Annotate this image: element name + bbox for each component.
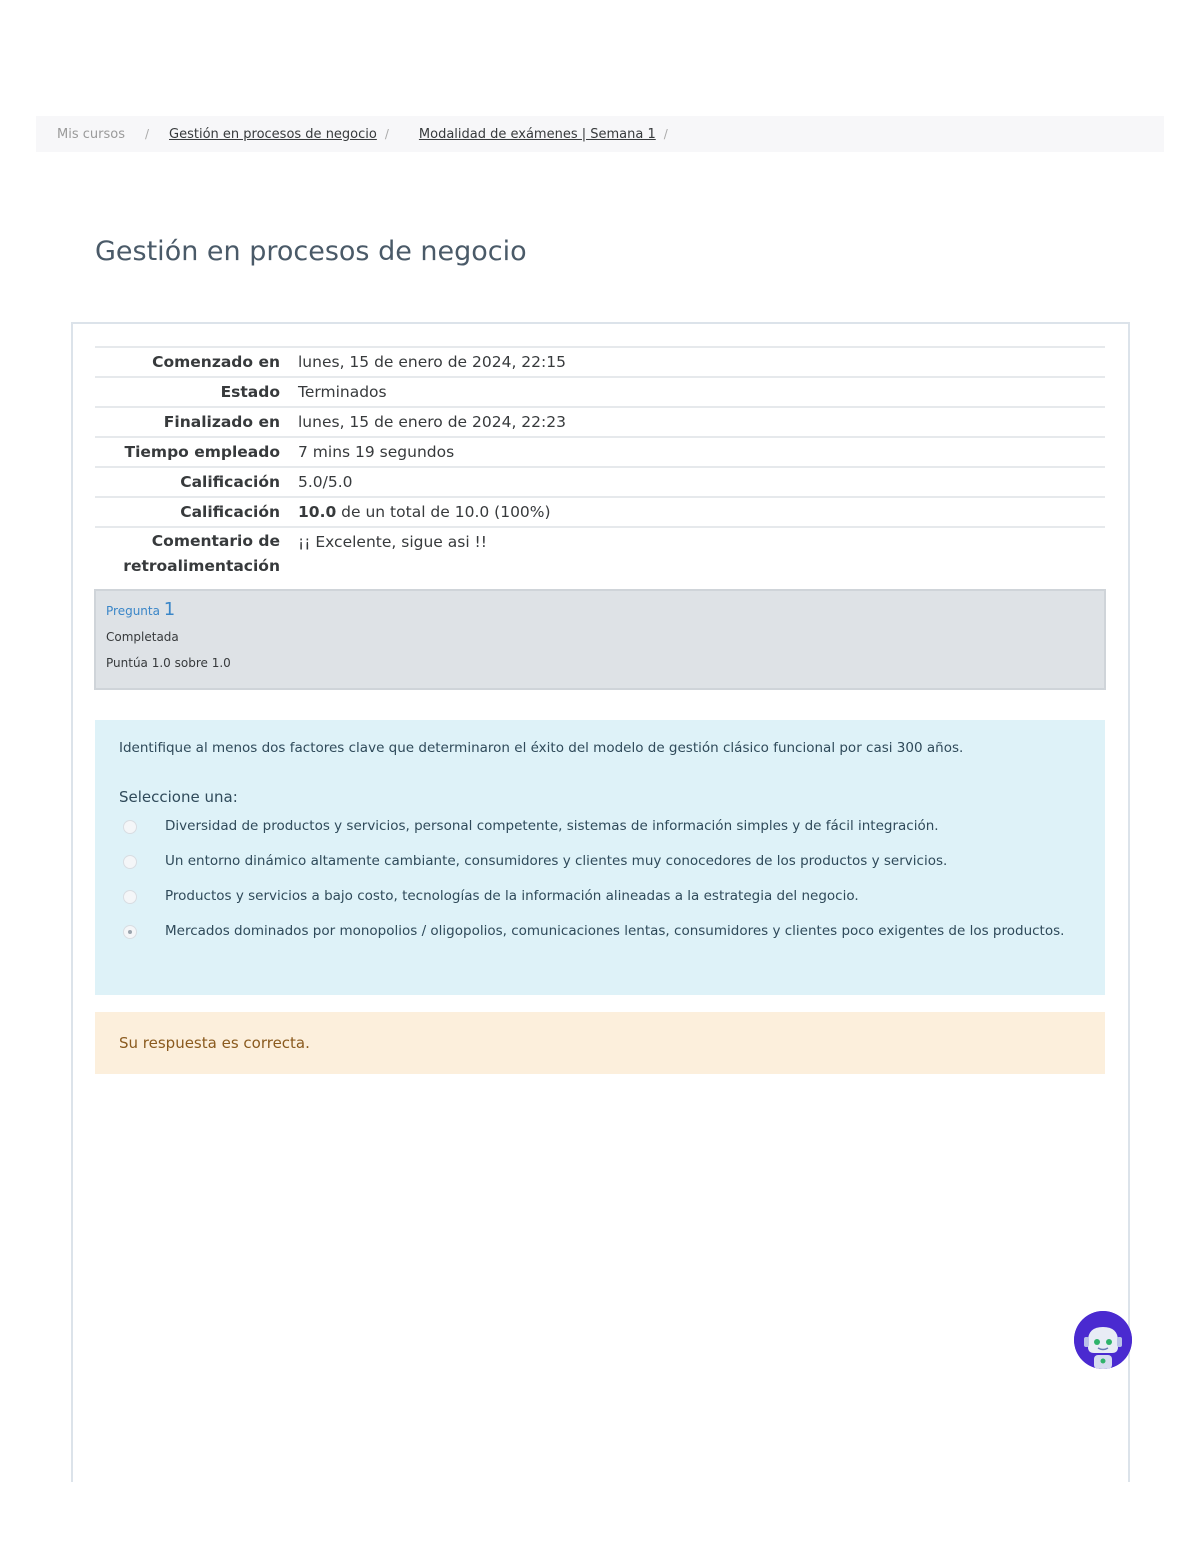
summary-label: Calificación: [95, 497, 280, 527]
answer-option[interactable]: [119, 849, 1081, 874]
summary-value: ¡¡ Excelente, sigue asi !!: [280, 527, 1105, 583]
summary-label-line1: Comentario de: [151, 532, 280, 550]
feedback-box: [95, 1012, 1105, 1074]
answer-option[interactable]: [119, 814, 1081, 839]
summary-label: Comenzado en: [95, 347, 280, 377]
chatbot-button[interactable]: [1074, 1311, 1132, 1369]
breadcrumb: [36, 116, 1164, 152]
summary-row-marks: [95, 467, 1105, 497]
breadcrumb-separator: /: [663, 127, 668, 141]
answer-option-selected[interactable]: [119, 919, 1081, 944]
breadcrumb-section-link[interactable]: Modalidad de exámenes | Semana 1: [418, 126, 656, 142]
summary-label: Tiempo empleado: [95, 437, 280, 467]
question-number: [106, 599, 1094, 620]
summary-value: lunes, 15 de enero de 2024, 22:15: [280, 347, 1105, 377]
question-state: Completada: [106, 630, 179, 644]
answer-option-text: Productos y servicios a bajo costo, tecnologías de la información alineadas a la estrategia del negocio.: [165, 888, 859, 904]
summary-row-started: [95, 347, 1105, 377]
radio-button[interactable]: [123, 855, 137, 869]
question-number-value: 1: [163, 599, 176, 620]
breadcrumb-mis-cursos[interactable]: Mis cursos: [57, 126, 125, 142]
answer-option-text: Un entorno dinámico altamente cambiante, consumidores y clientes muy conocedores de los productos y servicios.: [165, 853, 948, 869]
answer-prompt: Seleccione una:: [119, 788, 238, 806]
question-text: Identifique al menos dos factores clave que determinaron el éxito del modelo de gestión clásico funcional por casi 300 años.: [119, 740, 964, 756]
page-title: Gestión en procesos de negocio: [95, 236, 527, 267]
radio-button[interactable]: [123, 820, 137, 834]
summary-label: Estado: [95, 377, 280, 407]
summary-row-finished: [95, 407, 1105, 437]
answer-option-text: Mercados dominados por monopolios / oligopolios, comunicaciones lentas, consumidores y clientes poco exigentes de los productos.: [165, 923, 1065, 939]
answer-options: [119, 814, 1081, 944]
summary-label: [95, 527, 280, 583]
question-grade: Puntúa 1.0 sobre 1.0: [106, 656, 231, 670]
summary-row-time-taken: [95, 437, 1105, 467]
breadcrumb-separator: /: [144, 127, 150, 141]
breadcrumb-course-link[interactable]: Gestión en procesos de negocio: [169, 126, 377, 142]
robot-icon: [1074, 1311, 1132, 1369]
answer-option[interactable]: [119, 884, 1081, 909]
summary-value: [280, 497, 1105, 527]
radio-button-checked[interactable]: [123, 925, 137, 939]
breadcrumb-separator: /: [384, 127, 389, 141]
attempt-summary-table: [95, 346, 1105, 583]
summary-value: 5.0/5.0: [280, 467, 1105, 497]
summary-label: Calificación: [95, 467, 280, 497]
summary-label: Finalizado en: [95, 407, 280, 437]
question-info-box: [94, 589, 1106, 690]
answer-option-text: Diversidad de productos y servicios, personal competente, sistemas de información simples y de fácil integración.: [165, 818, 939, 834]
grade-total: de un total de 10.0 (100%): [336, 503, 551, 521]
summary-value: 7 mins 19 segundos: [280, 437, 1105, 467]
question-formulation: [95, 720, 1105, 995]
grade-value: 10.0: [298, 503, 337, 521]
question-label: Pregunta: [106, 604, 160, 618]
summary-row-grade: [95, 497, 1105, 527]
summary-value: lunes, 15 de enero de 2024, 22:23: [280, 407, 1105, 437]
summary-label-line2: retroalimentación: [123, 557, 280, 575]
summary-value: Terminados: [280, 377, 1105, 407]
radio-button[interactable]: [123, 890, 137, 904]
summary-row-feedback: [95, 527, 1105, 583]
feedback-text: Su respuesta es correcta.: [119, 1034, 310, 1052]
summary-row-state: [95, 377, 1105, 407]
